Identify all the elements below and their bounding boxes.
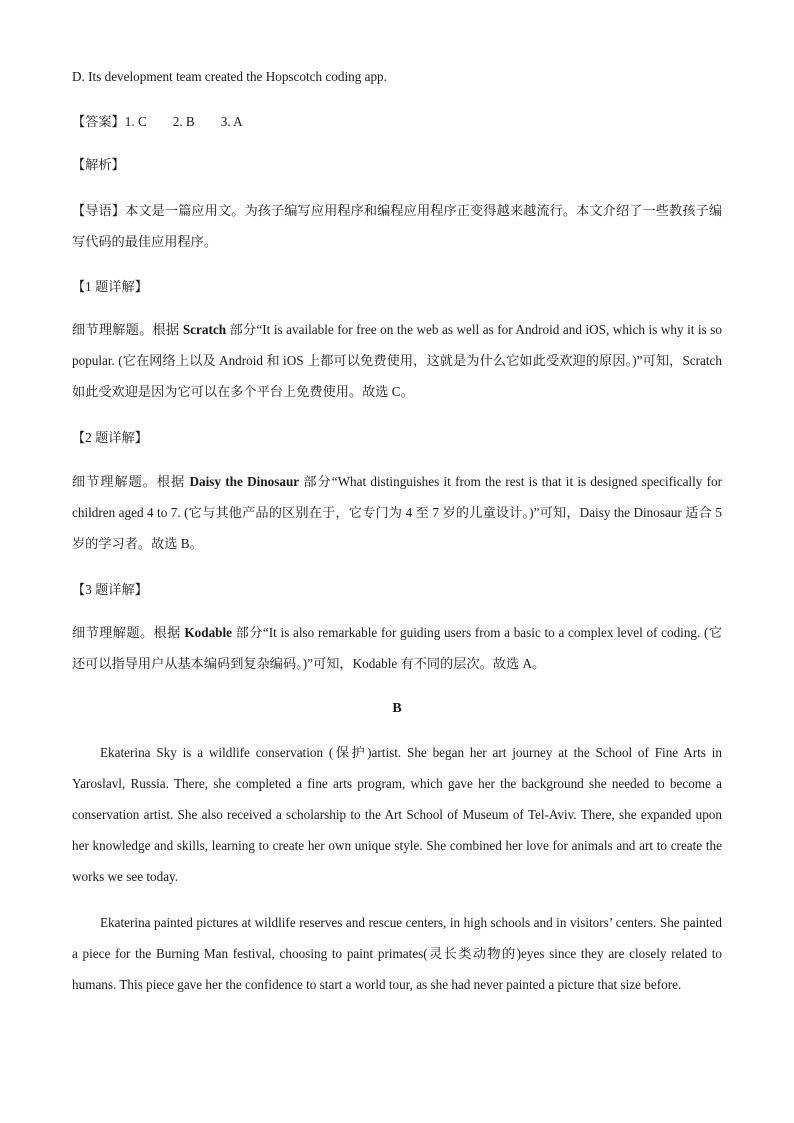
intro-text: 本文是一篇应用文。为孩子编写应用程序和编程应用程序正变得越来越流行。本文介绍了一些教孩子编写代码的最佳应用程序。 <box>72 203 723 249</box>
q2-prefix: 细节理解题。根据 <box>72 474 190 489</box>
q3-text: 部分“It is also remarkable for guiding users from a basic to a complex level of coding. (它还可以指导用户从基本编码到复杂编码。)”可知，Kodable 有不同的层次。故选 A。 <box>72 625 723 671</box>
answer-label: 【答案】 <box>72 114 125 129</box>
q3-prefix: 细节理解题。根据 <box>72 625 185 640</box>
passage-paragraph-2: Ekaterina painted pictures at wildlife reserves and rescue centers, in high schools and in visitors’ centers. She painted a piece for the Burning Man festival, choosing to paint primates(灵长类动物的)eyes since they are closely related to humans. This piece gave her the confidence to start a world tour, as she had never painted a picture that size before. <box>72 915 722 992</box>
answer-item: 1. C <box>124 114 147 129</box>
q3-keyword: Kodable <box>184 625 233 640</box>
q2-text: 部分“What distinguishes it from the rest is that it is designed specifically for children aged 4 to 7. (它与其他产品的区别在于，它专门为 4 至 7 岁的儿童设计。)”可知，Daisy the Dinosaur 适合 5 岁的学习者。故选 B。 <box>72 474 722 551</box>
q3-explanation <box>72 617 722 679</box>
intro-paragraph <box>72 195 722 257</box>
answer-item: 2. B <box>172 114 195 129</box>
passage-paragraph-1: Ekaterina Sky is a wildlife conservation (保护)artist. She began her art journey at the School of Fine Arts in Yaroslavl, Russia. There, she completed a fine arts program, which gave her the background she needed to become a conservation artist. She also received a scholarship to the Art School of Museum of Tel-Aviv. There, she expanded upon her knowledge and skills, learning to create her own unique style. She combined her love for animals and art to create the works we see today. <box>72 745 722 884</box>
option-d: D. Its development team created the Hopscotch coding app. <box>72 69 387 84</box>
answer-item: 3. A <box>220 114 243 129</box>
answer-line <box>72 113 269 131</box>
q1-explanation <box>72 314 722 407</box>
q1-text: 部分“It is available for free on the web as well as for Android and iOS, which is why it is so popular. (它在网络上以及 Android 和 iOS 上都可以免费使用，这就是为什么它如此受欢迎的原因。)”可知，Scratch 如此受欢迎是因为它可以在多个平台上免费使用。故选 C。 <box>72 322 722 399</box>
q3-label: 【3 题详解】 <box>72 582 148 597</box>
intro-label: 【导语】 <box>72 203 126 218</box>
q2-label: 【2 题详解】 <box>72 430 148 445</box>
analysis-label: 【解析】 <box>72 157 125 172</box>
q1-prefix: 细节理解题。根据 <box>72 322 183 337</box>
section-b-heading: B <box>392 701 402 716</box>
q1-label: 【1 题详解】 <box>72 279 148 294</box>
q2-keyword: Daisy the Dinosaur <box>189 474 300 489</box>
q1-keyword: Scratch <box>182 322 227 337</box>
q2-explanation <box>72 466 722 559</box>
